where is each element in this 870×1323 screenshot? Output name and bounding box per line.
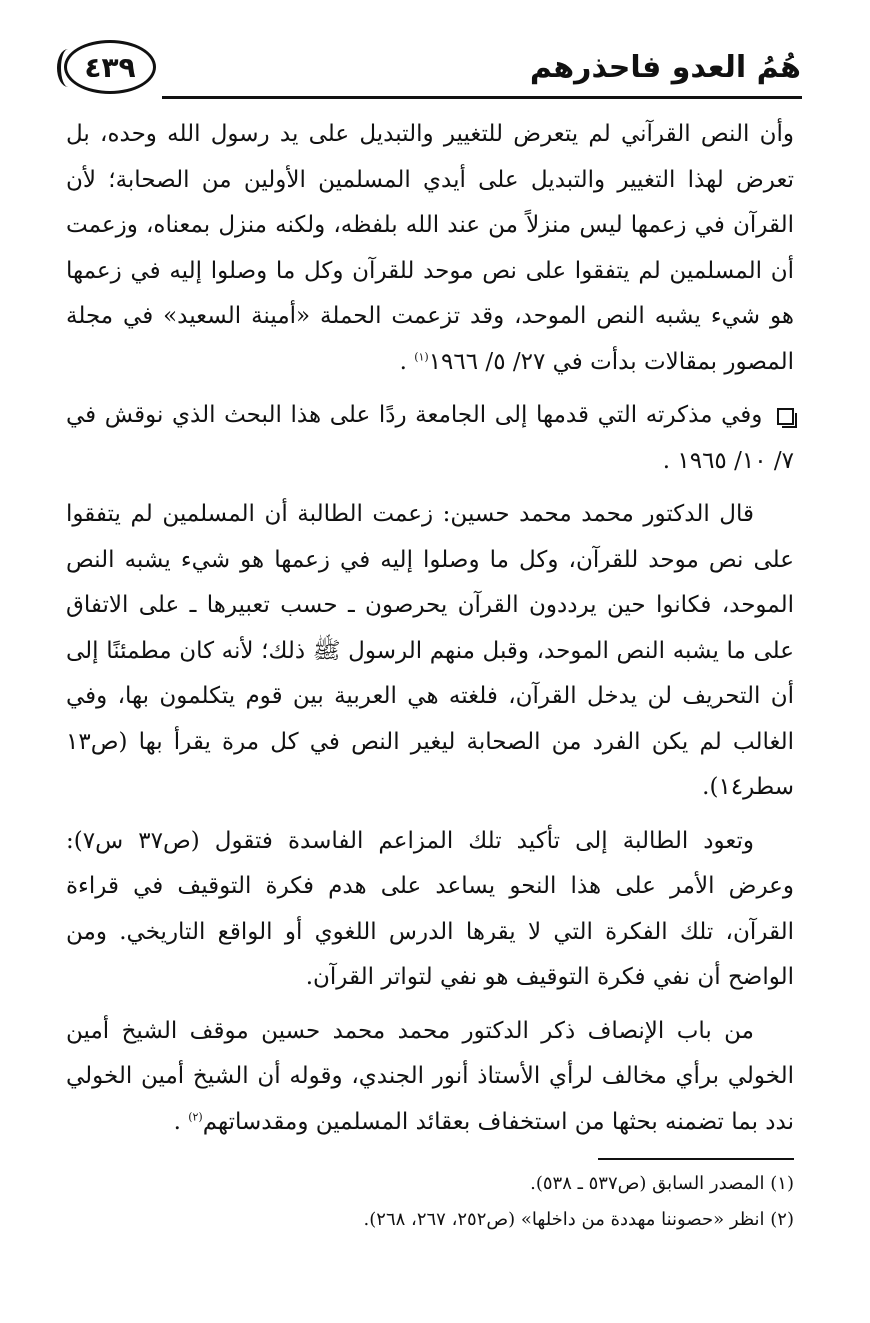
running-title: هُمُ العدو فاحذرهم: [529, 50, 801, 85]
paragraph-1-tail: .: [399, 348, 415, 375]
paragraph-1: [66, 112, 794, 385]
footnote-1: (١) المصدر السابق (ص٥٣٧ ـ ٥٣٨).: [530, 1173, 794, 1194]
paragraph-2: [66, 393, 794, 484]
header-rule: [162, 96, 802, 99]
page-number-ornament: [64, 40, 156, 94]
square-bullet-icon: [777, 408, 794, 425]
footnote-ref-1: (١): [414, 349, 429, 363]
paragraph-2-text: وفي مذكرته التي قدمها إلى الجامعة ردًا على هذا البحث الذي نوقش في ٧/ ١٠/ ١٩٦٥ .: [66, 402, 794, 474]
paragraph-5: [66, 1009, 794, 1146]
paragraph-5-text: من باب الإنصاف ذكر الدكتور محمد محمد حسين موقف الشيخ أمين الخولي برأي مخالف لرأي الأستاذ أنور الجندي، وقوله أن الشيخ أمين الخولي ندد بما تضمنه بحثها من استخفاف بعقائد المسلمين ومقدساتهم: [66, 1017, 794, 1135]
footnote-2: (٢) انظر «حصوننا مهددة من داخلها» (ص٢٥٢، ٢٦٧، ٢٦٨).: [363, 1209, 794, 1230]
page-header: [58, 40, 803, 102]
paragraph-1-text: وأن النص القرآني لم يتعرض للتغيير والتبديل على يد رسول الله وحده، بل تعرض لهذا التغيير والتبديل على أيدي المسلمين الأولين من الصحابة؛ لأن القرآن في زعمها ليس منزلاً من عند الله بلفظه، ولكنه منزل بمعناه، وزعمت أن المسلمين لم يتفقوا على نص موحد للقرآن وكل ما وصلوا إليه في زعمها هو شيء يشبه النص الموحد، وقد تزعمت الحملة «أمينة السعيد» في مجلة المصور بمقالات بدأت في ٢٧/ ٥/ ١٩٦٦: [66, 121, 794, 375]
paragraph-5-tail: .: [173, 1108, 189, 1135]
paragraph-3: قال الدكتور محمد محمد حسين: زعمت الطالبة أن المسلمين لم يتفقوا على نص موحد للقرآن، وكل ما وصلوا إليه في زعمها هو شيء يشبه النص الموحد، فكانوا حين يرددون القرآن يحرصون ـ حسب تعبيرها ـ على الاتفاق على ما يشبه النص الموحد، وقبل منهم الرسول ﷺ ذلك؛ لأنه كان مطمئنًا إلى أن التحريف لن يدخل القرآن، فلغته هي العربية بين قوم يتكلمون بها، وفي الغالب لم يكن الفرد من الصحابة ليغير النص في كل مرة يقرأ بها (ص١٣ سطر١٤).: [66, 501, 794, 800]
footnotes: [66, 1166, 794, 1238]
footnote-ref-2: (٢): [188, 1109, 203, 1123]
body-text: [66, 112, 794, 1153]
paragraph-4: وتعود الطالبة إلى تأكيد تلك المزاعم الفاسدة فتقول (ص٣٧ س٧): وعرض الأمر على هذا النحو يساعد على هدم فكرة التوقيف في قراءة القرآن، تلك الفكرة التي لا يقرها الدرس اللغوي أو الواقع التاريخي. ومن الواضح أن نفي فكرة التوقيف هو نفي لتواتر القرآن.: [66, 827, 794, 990]
footnote-separator: [598, 1158, 794, 1160]
page-number: ٤٣٩: [84, 50, 136, 84]
